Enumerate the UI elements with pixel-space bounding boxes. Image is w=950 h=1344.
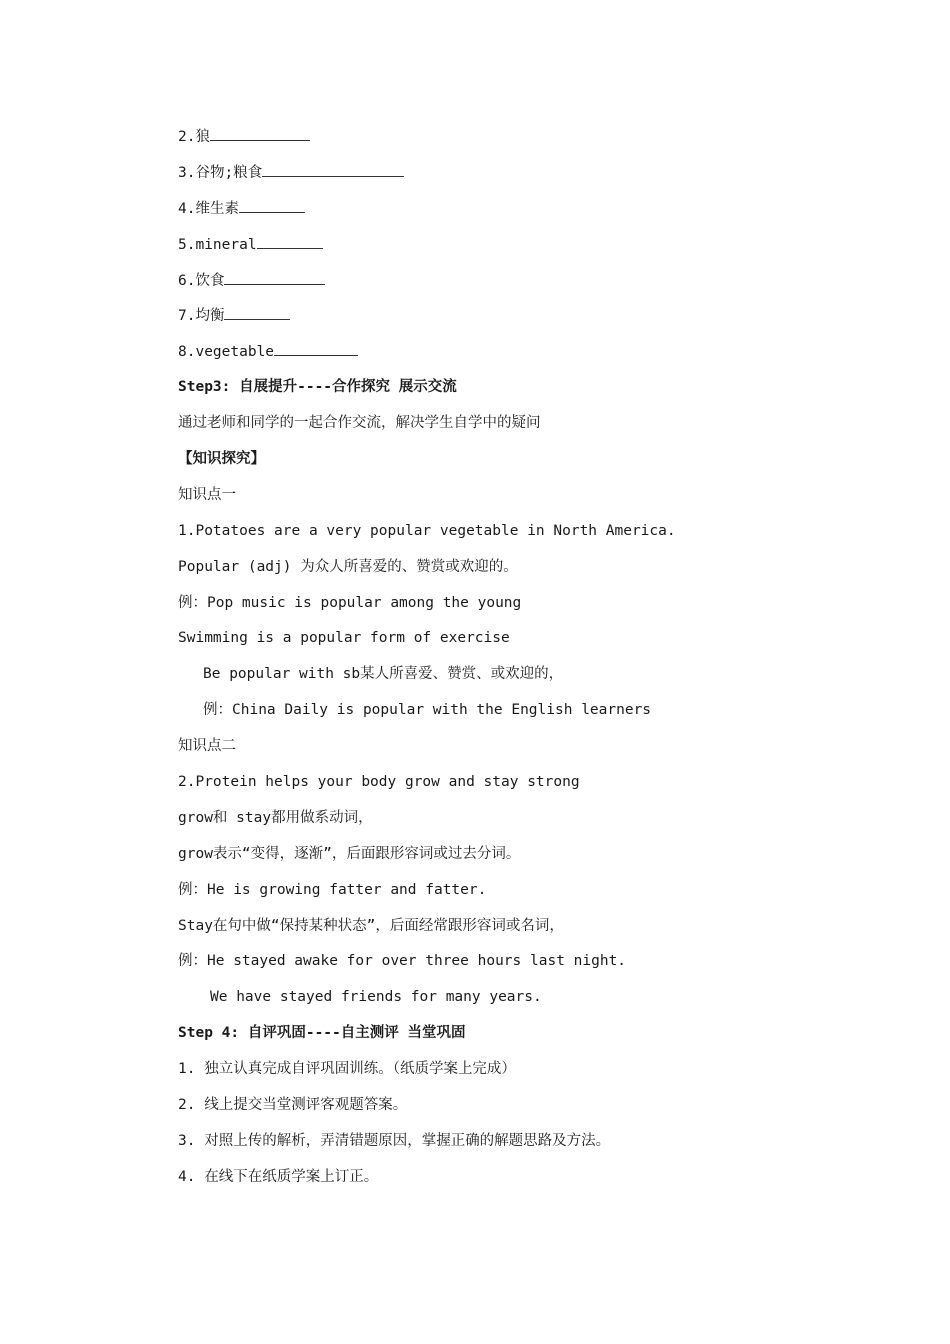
vocab-word: 饮食 [195,272,225,289]
step4-item: 2. 线上提交当堂测评客观题答案。 [178,1097,408,1114]
point2-note: grow和 stay都用做系动词， [178,809,373,826]
point2-label: 知识点二 [178,738,236,755]
point1-label: 知识点一 [178,486,236,503]
vocab-item [178,303,878,339]
document-page [178,124,878,1201]
answer-blank[interactable] [262,160,404,177]
vocab-word: 维生素 [195,200,239,217]
point1-example: 例：Pop music is popular among the young [178,594,522,611]
vocab-item [178,124,878,160]
step4-item: 1. 独立认真完成自评巩固训练。（纸质学案上完成） [178,1061,516,1078]
point1-sentence: 1.Potatoes are a very popular vegetable in North America. [178,522,676,539]
knowledge-heading: 【知识探究】 [178,451,265,468]
point2-example: 例：He stayed awake for over three hours last night. [178,953,627,970]
answer-blank[interactable] [274,339,358,356]
vocab-number: 7. [178,308,196,325]
point2-example: We have stayed friends for many years. [210,989,542,1006]
step3-description: 通过老师和同学的一起合作交流，解决学生自学中的疑问 [178,415,541,432]
answer-blank[interactable] [224,268,325,285]
step4-item: 3. 对照上传的解析，弄清错题原因，掌握正确的解题思路及方法。 [178,1132,611,1149]
point1-definition: Popular (adj) 为众人所喜爱的、赞赏或欢迎的。 [178,558,518,575]
point2-note: Stay在句中做“保持某种状态”，后面经常跟形容词或名词， [178,917,564,934]
point2-note: grow表示“变得，逐渐”，后面跟形容词或过去分词。 [178,845,521,862]
answer-blank[interactable] [210,124,310,141]
vocab-word: 狼 [195,129,210,145]
answer-blank[interactable] [257,232,323,249]
vocab-item [178,339,878,375]
point2-example: 例：He is growing fatter and fatter. [178,881,487,898]
vocab-number: 3. [178,164,196,181]
vocab-word: vegetable [195,344,275,361]
point1-phrase: Be popular with sb某人所喜爱、赞赏、或欢迎的， [203,666,564,683]
vocab-word: mineral [195,236,257,253]
vocab-item [178,160,878,196]
answer-blank[interactable] [224,303,290,320]
vocab-number: 6. [178,272,196,289]
step4-heading: Step 4: 自评巩固----自主测评 当堂巩固 [178,1025,466,1042]
step4-item: 4. 在线下在纸质学案上订正。 [178,1168,379,1185]
vocab-word: 均衡 [195,308,225,325]
point1-example: 例：China Daily is popular with the English learners [203,702,652,719]
vocab-item [178,268,878,304]
vocab-number: 4. [178,200,196,217]
vocab-item [178,196,878,232]
vocab-number: 2. [178,129,196,145]
answer-blank[interactable] [239,196,305,213]
step3-heading: Step3: 自展提升----合作探究 展示交流 [178,379,457,396]
point1-example: Swimming is a popular form of exercise [178,630,510,647]
vocab-item [178,232,878,268]
vocab-number: 8. [178,344,196,361]
vocab-word: 谷物;粮食 [195,164,263,181]
point2-sentence: 2.Protein helps your body grow and stay strong [178,774,580,791]
vocab-number: 5. [178,236,196,253]
